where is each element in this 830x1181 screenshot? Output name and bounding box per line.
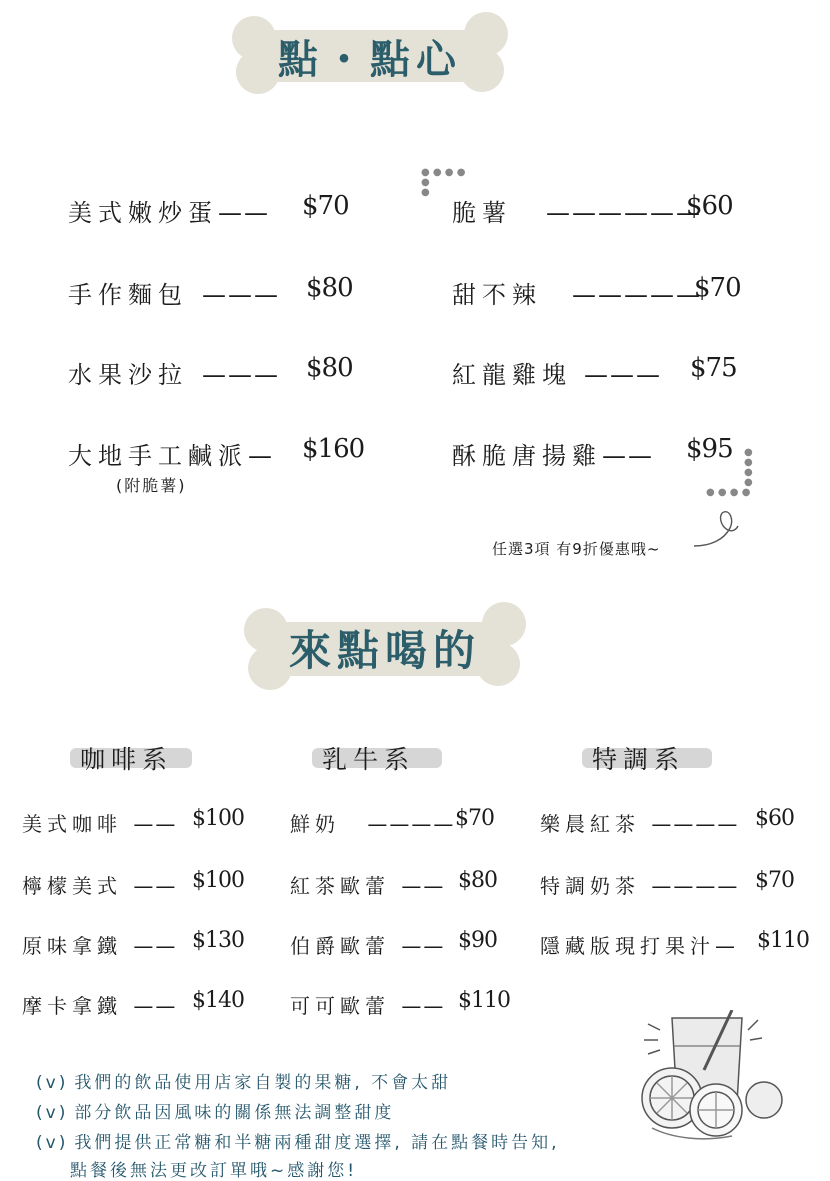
item-dash: ——— bbox=[202, 361, 280, 389]
check-mark: (v) bbox=[36, 1133, 69, 1153]
item-price: $95 bbox=[686, 434, 733, 464]
item-dash: ——— bbox=[202, 281, 280, 309]
paw-prints-icon: ● ● ● ● bbox=[706, 487, 751, 498]
item-name: 摩卡拿鐵 bbox=[22, 994, 122, 1018]
item-name: 伯爵歐蕾 bbox=[290, 934, 390, 958]
drink-title: 來點喝的 bbox=[288, 626, 481, 675]
menu-item bbox=[68, 193, 270, 228]
item-price: $110 bbox=[757, 928, 809, 953]
item-dash: ——— bbox=[584, 361, 662, 389]
item-price: $70 bbox=[755, 868, 794, 893]
drink-item bbox=[22, 870, 177, 899]
menu-item bbox=[68, 436, 274, 471]
item-name: 酥脆唐揚雞 bbox=[452, 442, 602, 470]
note-line bbox=[36, 1068, 451, 1093]
item-dash: —— bbox=[401, 934, 446, 958]
item-dash: ———— bbox=[651, 874, 740, 898]
item-dash: ———— bbox=[651, 812, 740, 836]
item-price: $110 bbox=[458, 988, 510, 1013]
item-dash: —— bbox=[133, 874, 178, 898]
item-name: 手作麵包 bbox=[68, 281, 188, 309]
category-milk: 乳牛系 bbox=[322, 745, 416, 774]
item-name: 美式嫩炒蛋 bbox=[68, 199, 218, 227]
item-name: 樂晨紅茶 bbox=[540, 812, 640, 836]
note-text: 部分飲品因風味的關係無法調整甜度 bbox=[74, 1103, 395, 1123]
item-name: 檸檬美式 bbox=[22, 874, 122, 898]
note-line bbox=[36, 1128, 560, 1153]
drink-item bbox=[22, 808, 177, 837]
item-dash: ————— bbox=[572, 281, 702, 309]
paw-prints-icon: ● ● ● ● bbox=[744, 447, 753, 488]
item-price: $100 bbox=[192, 806, 244, 831]
item-name: 特調奶茶 bbox=[540, 874, 640, 898]
item-price: $75 bbox=[690, 353, 737, 383]
menu-item bbox=[452, 275, 702, 310]
curl-arrow-icon bbox=[690, 500, 740, 550]
menu-item bbox=[452, 355, 662, 390]
menu-item bbox=[452, 436, 654, 471]
menu-item bbox=[68, 355, 280, 390]
item-price: $70 bbox=[455, 806, 494, 831]
category-coffee: 咖啡系 bbox=[80, 745, 174, 774]
note-line bbox=[70, 1156, 357, 1181]
drink-item bbox=[22, 930, 177, 959]
check-mark: (v) bbox=[36, 1073, 69, 1093]
item-dash: —— bbox=[133, 934, 178, 958]
item-note: (附脆薯) bbox=[116, 476, 187, 495]
note-text: 點餐後無法更改訂單哦~感謝您! bbox=[70, 1161, 358, 1181]
menu-item bbox=[68, 275, 280, 310]
item-name: 水果沙拉 bbox=[68, 361, 188, 389]
category-special: 特調系 bbox=[592, 745, 686, 774]
item-price: $80 bbox=[306, 353, 353, 383]
item-name: 紅龍雞塊 bbox=[452, 361, 572, 389]
menu-item bbox=[452, 193, 702, 228]
item-price: $90 bbox=[458, 928, 497, 953]
item-dash: —————— bbox=[546, 199, 702, 227]
item-dash: — bbox=[715, 934, 737, 958]
item-dash: ———— bbox=[367, 812, 456, 836]
item-name: 大地手工鹹派 bbox=[68, 442, 248, 470]
item-dash: —— bbox=[133, 812, 178, 836]
item-price: $70 bbox=[694, 273, 741, 303]
promo-text: 任選3項 有9折優惠哦~ bbox=[492, 540, 661, 558]
note-text: 我們提供正常糖和半糖兩種甜度選擇, 請在點餐時告知, bbox=[74, 1133, 560, 1153]
item-price: $160 bbox=[302, 434, 365, 464]
item-name: 美式咖啡 bbox=[22, 812, 122, 836]
item-dash: —— bbox=[218, 199, 270, 227]
item-name: 隱藏版現打果汁 bbox=[540, 934, 715, 958]
item-name: 鮮奶 bbox=[290, 812, 340, 836]
item-name: 原味拿鐵 bbox=[22, 934, 122, 958]
paw-prints-icon: ● ● ● ● ● ● bbox=[421, 167, 466, 198]
item-price: $80 bbox=[458, 868, 497, 893]
item-dash: —— bbox=[133, 994, 178, 1018]
drink-item bbox=[540, 930, 737, 959]
item-price: $60 bbox=[686, 191, 733, 221]
item-dash: —— bbox=[401, 874, 446, 898]
drink-item bbox=[290, 930, 445, 959]
note-line bbox=[36, 1098, 394, 1123]
item-price: $70 bbox=[302, 191, 349, 221]
item-price: $130 bbox=[192, 928, 244, 953]
item-price: $80 bbox=[306, 273, 353, 303]
item-price: $100 bbox=[192, 868, 244, 893]
item-price: $140 bbox=[192, 988, 244, 1013]
drink-item bbox=[22, 990, 177, 1019]
item-name: 可可歐蕾 bbox=[290, 994, 390, 1018]
item-dash: — bbox=[248, 442, 274, 470]
drink-item bbox=[540, 870, 739, 899]
item-name: 紅茶歐蕾 bbox=[290, 874, 390, 898]
item-price: $60 bbox=[755, 806, 794, 831]
drink-item bbox=[290, 808, 455, 837]
note-text: 我們的飲品使用店家自製的果糖, 不會太甜 bbox=[74, 1073, 452, 1093]
item-name: 甜不辣 bbox=[452, 281, 542, 309]
drink-item bbox=[540, 808, 739, 837]
item-name: 脆薯 bbox=[452, 199, 512, 227]
item-dash: —— bbox=[602, 442, 654, 470]
item-dash: —— bbox=[401, 994, 446, 1018]
drink-item bbox=[290, 990, 445, 1019]
check-mark: (v) bbox=[36, 1103, 69, 1123]
snack-title: 點・點心 bbox=[278, 36, 462, 83]
juice-illustration bbox=[632, 1010, 792, 1150]
drink-item bbox=[290, 870, 445, 899]
